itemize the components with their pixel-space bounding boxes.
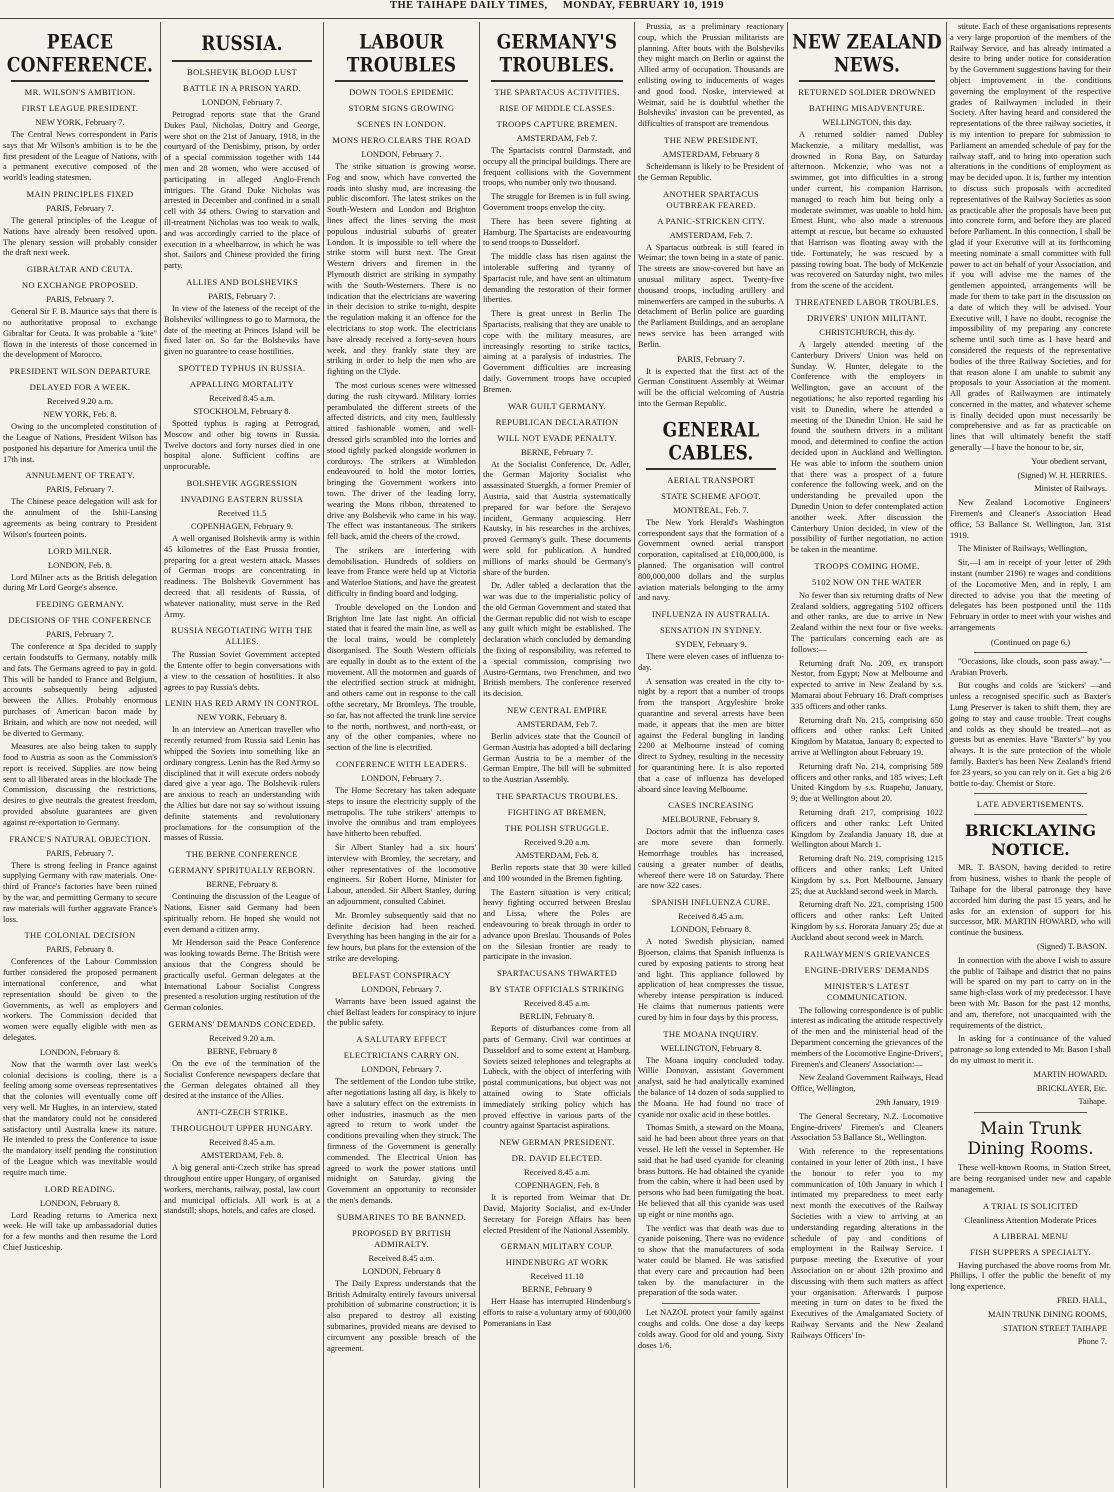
headline: MONS HERO CLEARS THE ROAD <box>332 135 471 145</box>
headline: HINDENBURG AT WORK <box>505 1257 609 1268</box>
paragraph: No fewer than six returning drafts of New Zealand soldiers, aggregating 5102 officers and other ranks, are due to arrive in New Zealand within the next four or five weeks. The particulars concerning each are as follows:— <box>791 590 943 654</box>
dateline: STOCKHOLM, February 8. <box>193 405 291 416</box>
paragraph: A big general anti-Czech strike has spread throughout entire upper Hungary, of organised workers, merchants, railway, postal, law court and municipal officials. All work is at a standstill; shops, hotels, and cafes are closed. <box>164 1163 320 1216</box>
section-title: NEW ZEALAND NEWS. <box>792 31 942 77</box>
headline: THE NEW PRESIDENT. <box>664 134 758 145</box>
signature-line: MAIN TRUNK DINING ROOMS, <box>988 1309 1107 1319</box>
signature-line: Your obedient servant, <box>1031 456 1107 466</box>
paragraph: The middle class has risen against the intolerable suffering and tyranny of Spartacist rule, and have sent an ultimatum demanding the restoration of their former liberties. <box>483 252 631 305</box>
headline: BELFAST CONSPIRACY <box>352 969 451 980</box>
dateline: Received 9.20 a.m. <box>46 396 114 407</box>
headline: MINISTER'S LATEST COMMUNICATION. <box>824 980 910 1002</box>
dateline: Received 11.5 <box>217 507 267 518</box>
dateline: Received 9.20 a.m. <box>208 1033 276 1044</box>
divider <box>662 1303 760 1304</box>
headline: THE BERNE CONFERENCE <box>186 849 298 860</box>
headline: NEW CENTRAL EMPIRE <box>507 705 607 716</box>
dateline: LONDON, February 8. <box>670 924 752 935</box>
signature-line: Minister of Railways. <box>1034 484 1107 494</box>
headline: THE MOANA INQUIRY. <box>663 1028 759 1039</box>
paragraph: The conference at Spa decided to supply certain foodstuffs to Germany, notably milk and fats. The Germans agreed to pay in gold. This will be handed to France and Belgium, accounts subsequently being adjusted between the Allies. Probably enormous purchases of American bacon made by Britain, and which are now not needed, will be diverted to Germany. <box>3 642 157 738</box>
headline: ENGINE-DRIVERS' DEMANDS <box>804 964 930 975</box>
headline: BATHING MISADVENTURE. <box>808 103 926 113</box>
divider <box>974 793 1087 794</box>
headline: SPANISH INFLUENZA CURE. <box>651 897 771 908</box>
headline: CASES INCREASING <box>668 800 754 811</box>
notice-title: Main Trunk Dining Rooms. <box>967 1119 1094 1160</box>
headline: LORD MILNER. <box>47 545 113 556</box>
headline: SENSATION IN SYDNEY. <box>659 625 763 636</box>
paragraph: A sensation was created in the city to-night by a report that a number of troops from the transport Argyleshire broke quarantine and several arrests have been made, it appears that the men are bitter against the Federal bungling in landing 2200 at Melbourne instead of coming direct to Sydney, resulting in the necessity for quarantining here. It is also reported that a case of influenza has developed aboard since leaving Melbourne. <box>638 676 784 794</box>
divider <box>172 60 312 62</box>
paragraph: Returning draft No. 221, comprising 1500 officers and other ranks: Left United Kingdom by s.s. Hororata January 25; due at Auckland about second week in March. <box>791 900 943 942</box>
signature-line: BRICKLAYER, Etc. <box>1036 1083 1107 1093</box>
paragraph: In view of the lateness of the receipt of the Bolsheviks' willingness to go to Marmora, the date of the meeting at Princes Island will be fixed later on. So far the Bolsheviks have given no guarantee to cease hostilities. <box>164 303 320 357</box>
paragraph: The verdict was that death was due to cyanide poisoning. There was no evidence to show that the manufacturers of soda water could be blamed. He was satisfied that every care and precaution had been taken by the manufacturer in the preparation of the soda water. <box>638 1223 784 1298</box>
headline: BOLSHEVIK BLOOD LUST <box>186 67 298 77</box>
paragraph: In an interview an American traveller who recently returned from Russia said Lenin has whipped the Soviets into something like an ordinary congress. Lenin has the Red Army so disciplined that it will execute orders nobody dared give a year ago. The Bolshevik rulers are anxious to reach an understanding with the Allies but dare not say so without issuing definite statements and revolutionary proclamations for the consumption of the masses of Russia. <box>164 725 320 843</box>
paragraph: New Zealand Government Railways, Head Office, Wellington, <box>791 1073 943 1094</box>
headline: A SALUTARY EFFECT <box>356 1034 447 1045</box>
headline: MAIN PRINCIPLES FIXED <box>26 188 134 199</box>
dateline: LONDON, February 7. <box>361 1064 442 1075</box>
headline: INVADING EASTERN RUSSIA <box>180 493 304 504</box>
headline: PROPOSED BY BRITISH ADMIRALTY. <box>352 1227 451 1249</box>
paragraph: Berlin reports state that 30 were killed and 100 wounded in the Bremen fighting. <box>483 863 631 883</box>
column-3 <box>323 22 479 1488</box>
section-title: GENERAL CABLES. <box>662 418 760 465</box>
paragraph: Conferences of the Labour Commission further considered the proposed permanent international conference, and what representation should be given to the Governments, as well as employers and workers. The Commission decided that women were equally eligible with men as delegates. <box>3 957 157 1043</box>
section-title: LABOUR TROUBLES <box>346 31 457 77</box>
divider <box>491 80 623 82</box>
column-7 <box>946 22 1114 1488</box>
signature-line: Taihape. <box>1078 1097 1107 1107</box>
paragraph: Mr Henderson said the Peace Conference was looking towards Berne. The British were anxious that the Congress should be practically useful. German delegates at the International Labour Socialist Congress presented a resolution urging restitution of the German colonies. <box>164 938 320 1013</box>
headline: FIGHTING AT BREMEN, <box>507 807 607 818</box>
dateline: Received 8.45 a.m. <box>208 392 276 403</box>
paragraph: Doctors admit that the influenza cases are more severe than formerly. Hemorrhage troubles has increased, causing a greater number of deaths, whereof there were 18 on Saturday. There are now 322 cases. <box>638 827 784 891</box>
paragraph: The Russian Soviet Government accepted the Entente offer to begin conversations with a view to the cessation of hostilities. It also agrees to pay Russia's debts. <box>164 650 320 692</box>
headline: RETURNED SOLDIER DROWNED <box>798 87 936 97</box>
signature-line: Phone 7. <box>1077 1337 1107 1347</box>
paragraph: Measures are also being taken to supply food to Austria as soon as the Commission's report is received. Supplies are now being sent to all liberated areas in the blockade The Commission, discussing the restrictions, desires to give neutrals the greatest freedom, provided absolute guarantees are given against re-exportation to Germany. <box>3 742 157 827</box>
dateline: LONDON, February 8. <box>39 1046 121 1057</box>
headline: SPOTTED TYPHUS IN RUSSIA. <box>178 362 306 373</box>
dateline: WELLINGTON, February 8. <box>660 1042 762 1053</box>
paragraph: The Eastern situation is very critical; heavy fighting occurred between Breslau and Lissa, where the Poles are endeavouring to break through in order to advance upon Breslau. Thousands of Poles on the Silesian frontier are ready to participate in the invasion. <box>483 887 631 962</box>
paragraph: Spotted typhus is raging at Petrograd, Moscow and other big towns in Russia. Twelve doctors and forty nurses died in one hospital alone. Sufficient coffins are unprocurable. <box>164 418 320 472</box>
dateline: Cleanliness Attention Moderate Prices <box>964 1214 1097 1225</box>
signature-line: 29th January, 1919 <box>875 1097 939 1107</box>
paragraph: The strikers are interfering with demobilisation. Hundreds of soldiers on leave from France were held up at Victoria and Waterloo Stations, and have the greatest difficulty in finding board and lodging. <box>327 545 476 599</box>
column-2 <box>160 22 323 1488</box>
dateline: LONDON, February 8. <box>39 1197 121 1208</box>
headline: GERMAN MILITARY COUP. <box>500 1241 614 1252</box>
headline: FRANCE'S NATURAL OBJECTION. <box>9 833 151 844</box>
paragraph: Having purchased the above rooms from Mr. Phillips, I offer the public the benefit of my long experience. <box>950 1260 1111 1292</box>
headline: A TRIAL IS SOLICITED <box>982 1200 1079 1211</box>
dateline: BERNE, February 8 <box>207 1046 277 1057</box>
column-6 <box>787 22 946 1488</box>
divider <box>974 814 1087 815</box>
paragraph: The New York Herald's Washington correspondent says that the formation of a Government owned aerial transport corporation, capitalised at £10,000,000, is planned. The organisation will control 800,000,000 dollars and the surplus aviation materials belonging to the army and navy. <box>638 517 784 603</box>
paper-name: THE TAIHAPE DAILY TIMES, <box>390 0 548 11</box>
dateline: PARIS, February 7. <box>46 202 114 213</box>
dateline: COPENHAGEN, Feb. 8 <box>514 1180 600 1191</box>
dateline: BERLIN, February 8. <box>519 1011 595 1022</box>
paragraph: The most curious scenes were witnessed during the rush cityward. Military lorries perambulated the different streets of the affected districts, and city men, faultlessly attired fashionable women, and well-dressed girls scrambled into the lorries and stood tightly packed alongside workmen in corduroys. The strikers at Wimbledon endeavoured to hold the motor lorries, bringing the Government workers into town. The driver of the leading lorry, wearing the Mons ribbon, threatened to drive any Bolshevik who came in his way. The effect was instantaneous. The strikers fell back, amid the cheers of the crowd. <box>327 380 476 542</box>
paragraph: Owing to the uncompleted constitution of the League of Nations, President Wilson has postponed his departure for America until the 17th inst. <box>3 422 157 464</box>
divider <box>11 80 149 82</box>
headline: BOLSHEVIK AGGRESSION <box>186 477 298 488</box>
signature-line: (Signed) W. H. HERRIES. <box>1017 470 1107 480</box>
paragraph: The Moana inquiry concluded today. Willie Donovan, assistant Government analyst, said he had analytically examined the balance of 14 dozen of soda supplied to the Moana. He had found no trace of cyanide nor oxalic acid in these bottles. <box>638 1055 784 1119</box>
headline: SCENES IN LONDON. <box>357 119 446 129</box>
dateline: AMSTERDAM, Feb 7. <box>516 719 598 730</box>
section-title: RUSSIA. <box>201 32 283 56</box>
section-title: PEACE CONFERENCE. <box>6 31 154 77</box>
paragraph: Petrograd reports state that the Grand Dukes Paul, Nicholas, Doitry and George, were shot on the 21st of January, 1918, in the courtyard of the Denisbimy, prison, by order of a special commission together with 144 men and 28 women, who were accused of participating in alleged Anglo-French intrigues. The Grand Duke Nicholas was arrested in December and confined in a small cell with 34 others. Owing to starvation and ill-treatment Nicholas was too weak to walk, and was accordingly carried to the place of execution in a wheelbarrow, in which he was shot. Sailors and Chinese provided the firing party. <box>164 110 320 271</box>
headline: RAILWAYMEN'S GRIEVANCES <box>804 948 930 959</box>
paragraph: MR. T. BASON, having decided to retire from business, wishes to thank the people of Taihape for the liberal patronage they have accorded him during the past 15 years, and he asks for an extension of support for his successor, MR. MARTIN HOWARD, who will continue the business. <box>950 863 1111 938</box>
headline: DRIVERS' UNION MILITANT. <box>807 312 927 323</box>
headline: LORD READING. <box>44 1183 116 1194</box>
paragraph: Trouble developed on the London and Brighton line late last night. An official stated that it feared the main line, as well as the local trains, would be completely disorganised. The South Western officials are equally in doubt as to the extent of the movement. All the motormen and guards of the electrified section struck at midnight, and others came out in response to the call ofthe secretary, Mr Bromleys. The trouble, so far, has not affected the trunk line service to the north, northwest, and north-east, or any of the other companies, where no section of the line is electrified. <box>327 602 476 753</box>
paragraph: A largely attended meeting of the Canterbury Drivers' Union was held on Sunday. W. Hunter, delegate to the Conference with the employers in Wellington, gave an account of the negotiations; he also reported regarding his visit to Dunedin, where he attended a meeting of the Dunedin Union. He said he found the southern drivers in a militant mood, and determined to confine the action decided upon in Auckland and Wellington. He was able to inform the southern union that there was a prospect of a future conference the following week, and on the understanding he prevailed upon the Dunedin Union to defer contemplated action another week. After discussion the Canterbury Union decided, in view of the possibility of further negotiation, no action be taken in the meantime. <box>791 339 943 555</box>
headline: RUSSIA NEGOTIATING WITH THE ALLIES. <box>171 625 313 647</box>
headline: PRESIDENT WILSON DEPARTURE <box>9 366 151 377</box>
headline: THE POLISH STRUGGLE. <box>504 823 610 834</box>
paragraph: Let NAZOL protect your family against coughs and colds. One dose a day keeps colds away. Good for old and young. Sixty doses 1/6. <box>638 1308 784 1350</box>
paragraph: New Zealand Locomotive Engineers' Firemen's and Cleaner's Association Head office, 53 Ballance St. Wellington, Jan. 31st 1919. <box>950 498 1111 540</box>
dateline: AMSTERDAM, Feb. 7. <box>669 229 753 240</box>
paragraph: There were eleven cases of influenza to-day. <box>638 652 784 672</box>
dateline: Received 8.45 a.m. <box>523 1167 591 1178</box>
paragraph: The Minister of Railways, Wellington, <box>958 544 1087 554</box>
paragraph: Sir,—I am in receipt of your letter of 29th instant (number 2196) re wages and conditions of the Locomotive Men, and in reply, I am directed to advise you that the meeting of delegates has been postponed until the 11th February in order to meet with your wishes and arrangements <box>950 558 1111 633</box>
paragraph: These well-known Rooms, in Station Street, are being reorganised under new and capable management. <box>950 1163 1111 1194</box>
paragraph: Mr. Bromley subsequently said that no definite decision had been reached. Everything has been hanging in the air for a few hours, but plans for the extension of the strike are developing. <box>327 910 476 963</box>
paragraph: Now that the warmth over last week's colonial decisions is cooling, there is a feeling among some overseas representatives that the colonies will eventually come off very well. Mr Hughes, in an interview, stated that the mandatory could not be considered satisfactory until Australia knew its nature. He intended to press the Conference to issue the mandatory itself pending the constitution of the League which was inevitable would require much time. <box>3 1059 157 1177</box>
dateline: AMSTERDAM, Feb. 8. <box>515 850 599 861</box>
paragraph: The struggle for Bremen is in full swing. Government troops envelop the city. <box>483 192 631 212</box>
paragraph: A returned soldier named Dubley Mackenzie, a military medallist, was drowned in Rona Bay, on Saturday afternoon. Mckenzie, who was not a swimmer, got into difficulties in a strong under current, his companion Harrison, managed to reach him but being only a moderate swimmer, was unable to hold him. Ernest Hunt, who also made a strenuous attempt at rescue, but became so exhausted that Harrison was floating away with the tide. Fortunately, he was rescued by a passing rowing boat. The body of McKenzie was recovered on Saturday night, two miles from the scene of the accident. <box>791 130 943 291</box>
issue-date: MONDAY, FEBRUARY 10, 1919 <box>562 0 724 11</box>
dateline: PARIS, February 7. <box>46 294 114 305</box>
headline: BATTLE IN A PRISON YARD. <box>183 83 301 93</box>
paragraph: Returning draft 217, comprising 1022 officers and other ranks: Left United Kingdom by Zealandia January 18, due at Wellington about March 1. <box>791 808 943 850</box>
headline: THE SPARTACUS ACTIVITIES. <box>494 87 620 97</box>
notice-title: BRICKLAYING NOTICE. <box>964 821 1096 860</box>
headline: BY STATE OFFICIALS STRIKING <box>489 984 625 995</box>
paragraph: The general principles of the League of Nations have already been resolved upon. The plenary session will probably consider the draft next week. <box>3 215 157 258</box>
headline: FEEDING GERMANY. <box>35 599 125 610</box>
paragraph: Continuing the discussion of the League of Nations, Eisner said Germany had been spiritually reborn. He hoped she would not even demand a citizen army. <box>164 892 320 934</box>
dateline: AMSTERDAM, Feb. 8. <box>200 1150 284 1161</box>
headline: RISE OF MIDDLE CLASSES. <box>499 103 615 113</box>
paragraph: It is reported from Weimar that Dr. David, Majority Socialist, and ex-Under Secretary for Foreign Affairs has been elected President of the National Assembly. <box>483 1193 631 1235</box>
dateline: SYDEY, February 9. <box>675 639 747 650</box>
paragraph: The Daily Express understands that the British Admiralty entirely favours universal prohibition of submarine construction; it is also prepared to destroy all existing submarines, provided means are devised to circumvent any possible breach of the agreement. <box>327 1278 476 1353</box>
headline: THE COLONIAL DECISION <box>24 930 136 941</box>
signature-line: (Signed) T. BASON. <box>1037 941 1107 951</box>
paragraph: Returning draft No. 215, comprising 650 officers and other ranks: Left United Kingdom by Matatua, January 8; expected to arrive at Wellington about February 19. <box>791 715 943 758</box>
paragraph: At the Socialist Conference, Dr. Adler, the German Majority Socialist who assassinated Stuergkh, a former Premier of Austria, said that Austria systematically prepared for war before the Serajevo incident, Germany acquiescing. Herr Kautsky, in his researches in the archives, proved Germany's guilt. These documents were sold for publication. A hundred millions of marks should be Germany's share of the burden. <box>483 459 631 577</box>
paragraph: It is expected that the first act of the German Constituent Assembly at Weimar will be the official welcoming of Austria into the German Republic. <box>638 366 784 408</box>
paragraph: On the eve of the termination of the Socialist Conference newspapers declare that the German delegates obtained all they desired at the instance of the Allies. <box>164 1059 320 1101</box>
dateline: PARIS, February 7. <box>677 353 745 364</box>
paragraph: Sir Albert Stanley had a six hours' interview with Bromley, the secretary, and other representatives of the locomotive engineers. Sir Robert Horne, Minister for Labour, attended. Sir Albert Stanley, during an adjournment, consulted Cabinet. <box>327 843 476 906</box>
divider <box>974 1112 1087 1113</box>
paragraph: The Spartacists control Darmstadt, and occupy all the principal buildings. There are frequent collisions with the Government troops, who number only two thousand. <box>483 146 631 188</box>
paragraph: "Occasions, like clouds, soon pass away."—Arabian Proverb. <box>950 656 1111 677</box>
headline: ELECTRICIANS CARRY ON. <box>343 1050 460 1061</box>
dateline: Received 9.20 a.m. <box>523 837 591 848</box>
dateline: BERNE, February 8. <box>205 879 279 890</box>
column-5 <box>634 22 787 1488</box>
paragraph: The strike situation is growing worse. Fog and snow, which have converted the roads into slushy mud, are increasing the public discomfort. The latest strikes on the South-Western and London and Brighton lines affect the lines serving the most populous industrial suburbs of greater London. It is impossible to tell where the strike storm will burst next. The Great Western drivers and firemen in the Plymouth district are striking in sympathy with the South-Westerners. There is no indication that the electricians are wavering in their decision to strike to-night, despite the regulation making it an offence for the electricians to stop work. The electricians have already received a forty-seven hours week, and they frankly state they are striking in order to help the men who are fighting on the Clyde. <box>327 162 476 377</box>
headline: ALLIES AND BOLSHEVIKS <box>186 276 298 287</box>
headline: SUBMARINES TO BE BANNED. <box>336 1211 467 1222</box>
paragraph: Lord Reading returns to America next week. He will take up ambassadorial duties for a few months and then resume the Lord Chief Justiceship. <box>3 1210 157 1252</box>
headline: NEW GERMAN PRESIDENT. <box>499 1137 615 1148</box>
paragraph: A well organised Bolshevik army is within 45 kilometres of the East Prussia frontier, preparing for a great western attack. Masses of German troops are concentrating in readiness. The Bolshevik Government has decreed that all residents of Russia, of whatever nationality, must serve in the Red Army. <box>164 533 320 619</box>
dateline: NEW YORK, February 7. <box>35 117 125 127</box>
masthead <box>0 0 1114 19</box>
headline: WAR GUILT GERMANY. <box>507 400 607 411</box>
headline: GIBRALTAR AND CEUTA. <box>26 264 134 275</box>
headline: DR. DAVID ELECTED. <box>511 1153 603 1164</box>
headline: FISH SUPPERS A SPECIALTY. <box>970 1246 1091 1257</box>
headline: STORM SIGNS GROWING <box>348 103 455 113</box>
dateline: NEW YORK, February 8. <box>197 712 287 723</box>
paragraph: Reports of disturbances come from all parts of Germany. Civil war continues at Dusseldorf and to some extent at Hamburg. Soviets seized telephones and telegraphs at Lubeck, with the object of interfering with postal communications, but object was not attained owing to State officials immediately striking policy which has proved effective in various parts of the country against Spartacist aspirations. <box>483 1024 631 1131</box>
dateline: (Continued on page 6.) <box>990 636 1071 647</box>
headline: FIRST LEAGUE PRESIDENT. <box>21 103 139 113</box>
signature-line: FRED. HALL, <box>1056 1295 1107 1305</box>
paragraph: There is strong feeling in France against supplying Germany with raw materials. One-third of France's factories have been ruined by the war, and permitting Germany to secure raw materials will further aggravate France's loss. <box>3 860 157 924</box>
dateline: CHRISTCHURCH, this dy. <box>819 326 915 337</box>
paragraph: Herr Haase has interrupted Hindenburg's efforts to raise a voluntary army of 600,000 Pomeranians in East <box>483 1297 631 1328</box>
divider <box>335 80 468 82</box>
paragraph: In asking for a continuance of the valued patronage so long extended to Mr. Bason I shall do my utmost to merit it. <box>950 1034 1111 1065</box>
column-4 <box>479 22 634 1488</box>
dateline: Received 11.10 <box>530 1271 584 1282</box>
dateline: Received 8.45 a.m. <box>677 911 745 922</box>
paragraph: Returning draft No. 209, ex transport Nestor, from Egypt; Now at Melbourne and expected to arrive in New Zealand by s.s. Mamarai about February 16. Draft comprises 335 officers and other ranks. <box>791 658 943 711</box>
dateline: AMSTERDAM, Feb 7. <box>516 133 598 143</box>
paragraph: Thomas Smith, a steward on the Moana, said he had been about three years on that vessel. He left the vessel in September. He said that he had used cyanide for cleaning brass buttons. He had obtained the cyanide from the cabin, where it had been used by persons who had been fumigating the boat. He believed that all this cyanide was used up eight or nine months ago. <box>638 1123 784 1219</box>
dateline: MELBOURNE, February 9. <box>662 814 760 825</box>
dateline: BERNE, February 9 <box>522 1284 592 1295</box>
signature-line: MARTIN HOWARD. <box>1033 1069 1107 1079</box>
dateline: AMSTERDAM, February 8 <box>662 148 760 159</box>
signature-line: STATION STREET TAIHAPE <box>1003 1323 1107 1333</box>
headline: GERMANS' DEMANDS CONCEDED. <box>168 1019 316 1030</box>
paragraph: Berlin advices state that the Council of German Austria has adopted a bill declaring German Austria to be a member of the German Empire. The bill will be submitted to the Austrian Assembly. <box>483 732 631 785</box>
paragraph: But coughs and colds are 'stickers' —and unless a recognised specific such as Baxter's Lung Preserver is taken to shift them, they are going to stay and cause trouble. Treat coughs and colds as they should be treated—not as guests but as enemies. Have "Baxter's" by you always. It is the sure protection of the whole family. Baxter's has been New Zealand's friend for 23 years, so you can rely on it. Get a big 2/6 bottle to-day. Chemist or Store. <box>950 681 1111 788</box>
dateline: LONDON, February 7. <box>201 97 283 107</box>
dateline: PARIS, February 7. <box>208 290 276 301</box>
dateline: PARIS, February 7. <box>46 629 114 640</box>
headline: DELAYED FOR A WEEK. <box>29 382 131 393</box>
headline: INFLUENZA IN AUSTRALIA. <box>651 609 771 620</box>
dateline: LONDON, February 8 <box>362 1265 441 1276</box>
paragraph: The General Secretary, N.Z. Locomotive Engine-drivers' Firemen's and Cleaners Association 53 Ballance St., Wellington. <box>791 1111 943 1143</box>
paragraph: The Central News correspondent in Paris says that Mr Wilson's ambition is to be the first president of the League of Nations, with a permanent executive composed of the world's leading statesmen. <box>3 130 157 183</box>
section-title: GERMANY'S TROUBLES. <box>496 31 618 77</box>
headline: A LIBERAL MENU <box>992 1230 1069 1241</box>
headline: MR. WILSON'S AMBITION. <box>24 87 136 97</box>
dateline: COPENHAGEN, February 9. <box>190 520 294 531</box>
paragraph: General Sir F. B. Maurice says that there is no authoritative proposal to exchange Gibraltar for Ceuta. It was probable a "kite" flown in the interests of those concerned in the development of Morocco. <box>3 307 157 360</box>
dateline: Received 8.45 a.m. <box>523 998 591 1009</box>
dateline: WELLINGTON, this day. <box>822 117 912 127</box>
divider <box>646 468 776 470</box>
dateline: BERNE, February 7. <box>520 446 594 457</box>
headline: THE SPARTACUS TROUBLES. <box>496 791 618 802</box>
headline: TROOPS COMING HOME. <box>814 560 920 571</box>
headline: SPARTACUSANS THWARTED <box>497 968 617 979</box>
divider <box>799 80 935 82</box>
paragraph: The settlement of the London tube strike, after negotiations lasting all day, is likely to have a salutary effect on the extremists in other industries, inasmuch as the men agreed to return to work under the conditions prevailing when they struck. The firmness of the Government is generally commended. The Electrical Union has agreed to work the power stations until midnight on Saturday, giving the Government an opportunity to reconsider the men's demands. <box>327 1077 476 1205</box>
dateline: PARIS, February 7. <box>46 847 114 858</box>
headline: CONFERENCE WITH LEADERS. <box>336 759 467 770</box>
dateline: LONDON, February 7. <box>361 983 442 994</box>
paragraph: The Chinese peace delegation will ask for the annulment of the Ishii-Lansing agreements as being contrary to President Wilson's fourteen points. <box>3 497 157 539</box>
divider <box>974 652 1087 653</box>
dateline: Received 8.45 a.m. <box>208 1137 276 1148</box>
paragraph: Returning draft No. 214, comprising 589 officers and other ranks, and 185 wives; Left United Kingdom by s.s. Ruapehu, January, 9; due at Wellington about 20. <box>791 761 943 804</box>
headline: DOWN TOOLS EPIDEMIC <box>349 87 454 97</box>
dateline: PARIS, February 7. <box>46 484 114 495</box>
headline: ANNULMENT OF TREATY. <box>25 470 135 481</box>
paragraph: Scheidemann is likely to be President of the German Republic. <box>638 161 784 182</box>
paragraph: Prussia, as a preliminary reactionary coup, which the Prussian militarists are planning. After bouts with the Bolsheviks they might march on Berlin or against the Allied army of occupation. Thousands are enlisting owing to inducements of wages and good food. Noske, interviewed at Weimar, said he is doubtful whether the Bolsheviks' invasion can be prevented, as difficulties of transport are tremendous <box>638 22 784 129</box>
dateline: LONDON, February 7. <box>361 149 442 159</box>
headline: LATE ADVERTISEMENTS. <box>976 799 1085 810</box>
headline: A PANIC-STRICKEN CITY. <box>657 215 765 226</box>
headline: WILL NOT EVADE PENALTY. <box>497 432 617 443</box>
paragraph: The Home Secretary has taken adequate steps to insure the electricity supply of the metropolis. The tube strikers' attempts to involve the omnibus and tram employees have hitherto been rebuffed. <box>327 786 476 839</box>
paragraph: Lord Milner acts as the British delegation during Mr Lord George's absence. <box>3 572 157 593</box>
headline: TROOPS CAPTURE BREMEN. <box>496 119 618 129</box>
paragraph: Warrants have been issued against the chief Belfast leaders for conspiracy to injure the public safety. <box>327 996 476 1028</box>
dateline: LONDON, February 7. <box>361 773 442 784</box>
paragraph: With reference to the representations contained in your letter of 20th inst., I have the honour to refer you to my communication of 10th January in which I intimated my preparedness to meet early next month the executives of the Railway Societies with a view to arriving at an understanding regarding alterations in the schedule of pay and conditions of employment in the Railway Service. I purpose meeting the Executive of your Association on or about 12th proximo and discussing with them such matters as affect your organisation. Afterwards I purpose meeting in turn on dates to be fixed the Executives of the Amalgamated Society of Railway Servants and the New Zealand Railways Officers' In- <box>791 1147 943 1340</box>
headline: STATE SCHEME AFOOT. <box>661 490 761 501</box>
headline: GERMANY SPIRITUALLY REBORN. <box>168 865 316 876</box>
dateline: MONTREAL, Feb. 7. <box>673 504 749 515</box>
paragraph: There has been severe fighting at Hamburg. The Spartacists are endeavouring to send troops to Dusseldorf. <box>483 216 631 248</box>
paragraph: In connection with the above I wish to assure the public of Taihape and district that no pains will be spared on my part to carry on in the same high-class work of my predecessor. I have been with Mr. Bason for the past 12 months, and am, therefore, not unacquainted with the requirements of the district. <box>950 955 1111 1030</box>
headline: NO EXCHANGE PROPOSED. <box>21 280 139 291</box>
paragraph: stitute. Each of these organisations represents a very large proportion of the members of the Railway Service, and has already intimated a desire to bring under notice for consideration by the Government suggestions having for their object improvement in the conditions governing the employment of the respective grades of Railwaymen included in their Society. After having heard and considered the representations of the three railway societies, it is my intention to prepare for submission to Parliament an amended schedule of pay for the railway staff, and to bring into operation such alterations in the conditions of employment as may be decided upon. It is, further my intention to discuss such proposals with accredited representatives of the Railway Societies as soon as practicable after the proposals have been put into concrete form, and before they are placed before Parliament. In this connection, I shall be glad if your Executive will at its forthcoming meeting nominate a small committee with full power to act on behalf of your Association, and if you will advise me the names of the gentlemen appointed, arrangements will be made for them to take part in the discussion on a date of which they will be advised. Your Executive will, I have no doubt, recognise the impossibility of my preparing any concrete scheme until such time as I have heard and considered the requests of the representative bodies of the three Railway Societies, and for that reason alone I am unable to submit any proposals to your Association at the moment. All grades of Railwaymen are intimately concerned in the matter, and whatever scheme is finally decided upon must necessarily be comprehensive and as far as practicable on lines that will ultimately benefit the staff generally —I have the honour to be, sir, <box>950 22 1111 453</box>
dateline: LONDON, Feb. 8. <box>47 559 113 570</box>
headline: LENIN HAS RED ARMY IN CONTROL <box>164 698 320 709</box>
headline: DECISIONS OF THE CONFERENCE <box>8 615 152 626</box>
dateline: PARIS, February 8. <box>46 944 114 955</box>
headline: ANTI-CZECH STRIKE. <box>196 1107 288 1118</box>
column-1 <box>0 22 160 1488</box>
headline: THREATENED LABOR TROUBLES. <box>795 296 939 307</box>
headline: 5102 NOW ON THE WATER <box>812 576 922 587</box>
headline: ANOTHER SPARTACUS OUTBREAK FEARED. <box>663 188 759 210</box>
dateline: NEW YORK, Feb. 8. <box>43 409 117 420</box>
headline: APPALLING MORTALITY <box>189 378 295 389</box>
paragraph: There is great unrest in Berlin The Spartacists, realising that they are unable to cope with the military measures, are increasingly resorting to strike tactics, aiming at a paralysis of industries. The Government difficulties are increasing daily. Government troops have occupied Bremen. <box>483 309 631 394</box>
headline: AERIAL TRANSPORT <box>667 474 755 485</box>
paragraph: A Spartacus outbreak is still feared in Weimar; the town being in a state of panic. The streets are snow-covered but have an unusual military aspect. Twenty-five thousand troops, including artillery and minenwerfers are camped in the suburbs. A detachment of Berlin police are guarding the Parliament Buildings, and an aeroplane news service has been arranged with Berlin. <box>638 242 784 349</box>
paragraph: Dr. Adler tabled a declaration that the war was due to the imperialistic policy of the old German Government and stated that the German republic did not wish to escape any guilt which might be established. The declaration which concluded by demanding the fixing of responsibility, was referred to a special commission, comprising two Austro-Germans, two Frenchmen, and two British members. The conference reserved its decision. <box>483 581 631 699</box>
dateline: Received 8.45 a.m. <box>368 1252 435 1263</box>
paragraph: Returning draft No. 219, comprising 1215 officers and other ranks; Left United Kingdom by s.s. Port Melbourne, January 25; due at Auckland second week in March. <box>791 854 943 896</box>
headline: REPUBLICAN DECLARATION <box>495 416 619 427</box>
paragraph: A noted Swedish physician, named Bjoerson, claims that Spanish influenza is cured by exposing patients to strong heat and light. This appliance followed by application of heat compresses the tissue, whereby intense perspiration is induced. He claims that numerous patients were cured by him in four days by this process. <box>638 937 784 1022</box>
headline: THROUGHOUT UPPER HUNGARY. <box>171 1123 313 1134</box>
paragraph: The following correspondence is of public interest as indicating the attitude respectively of the men and the ministerial head of the Department concerning the grievances of the members of the Locomotive Engine-Drivers', Firemen's and Cleaners' Association:— <box>791 1005 943 1069</box>
